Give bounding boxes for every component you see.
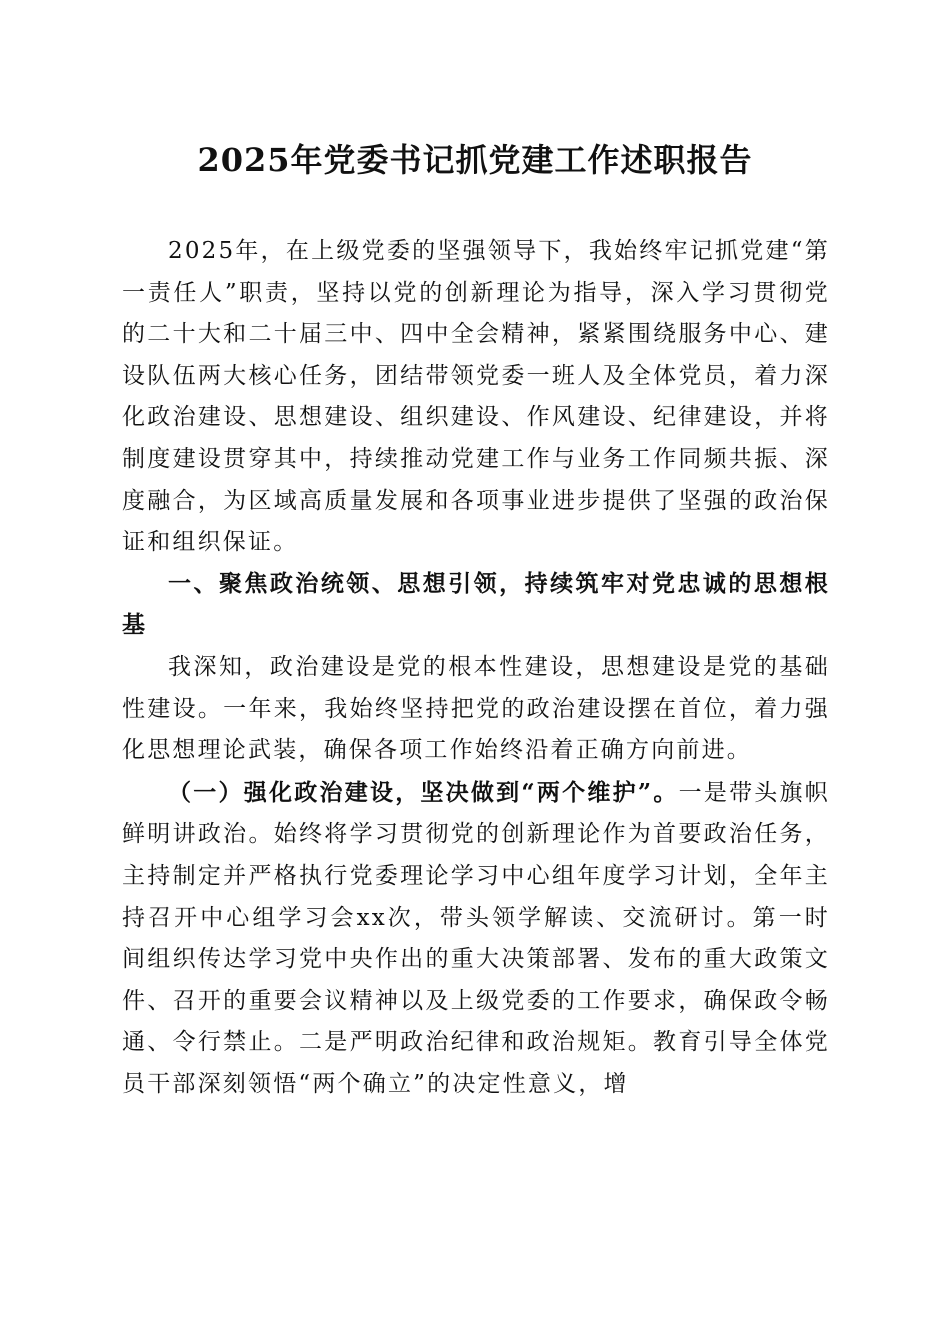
- subsection-1-heading: （一）强化政治建设，坚决做到“两个维护”。: [168, 778, 679, 806]
- document-body: [122, 231, 830, 1105]
- subsection-1-body: 一是带头旗帜鲜明讲政治。始终将学习贯彻党的创新理论作为首要政治任务，主持制定并严格执行党委理论学习中心组年度学习计划，全年主持召开中心组学习会xx次，带头领学解读、交流研讨。第一时间组织传达学习党中央作出的重大决策部署、发布的重大政策文件、召开的重要会议精神以及上级党委的工作要求，确保政令畅通、令行禁止。二是严明政治纪律和政治规矩。教育引导全体党员干部深刻领悟“两个确立”的决定性意义，增: [122, 779, 830, 1097]
- subsection-1-paragraph: [122, 772, 830, 1106]
- document-title: 2025年党委书记抓党建工作述职报告: [197, 141, 753, 179]
- section-1-heading: 一、聚焦政治统领、思想引领，持续筑牢对党忠诚的思想根基: [122, 570, 830, 639]
- section-1-paragraph: 我深知，政治建设是党的根本性建设，思想建设是党的基础性建设。一年来，我始终坚持把党的政治建设摆在首位，着力强化思想理论武装，确保各项工作始终沿着正确方向前进。: [122, 653, 830, 764]
- intro-paragraph: 2025年，在上级党委的坚强领导下，我始终牢记抓党建“第一责任人”职责，坚持以党的创新理论为指导，深入学习贯彻党的二十大和二十届三中、四中全会精神，紧紧围绕服务中心、建设队伍两大核心任务，团结带领党委一班人及全体党员，着力深化政治建设、思想建设、组织建设、作风建设、纪律建设，并将制度建设贯穿其中，持续推动党建工作与业务工作同频共振、深度融合，为区域高质量发展和各项事业进步提供了坚强的政治保证和组织保证。: [122, 238, 830, 556]
